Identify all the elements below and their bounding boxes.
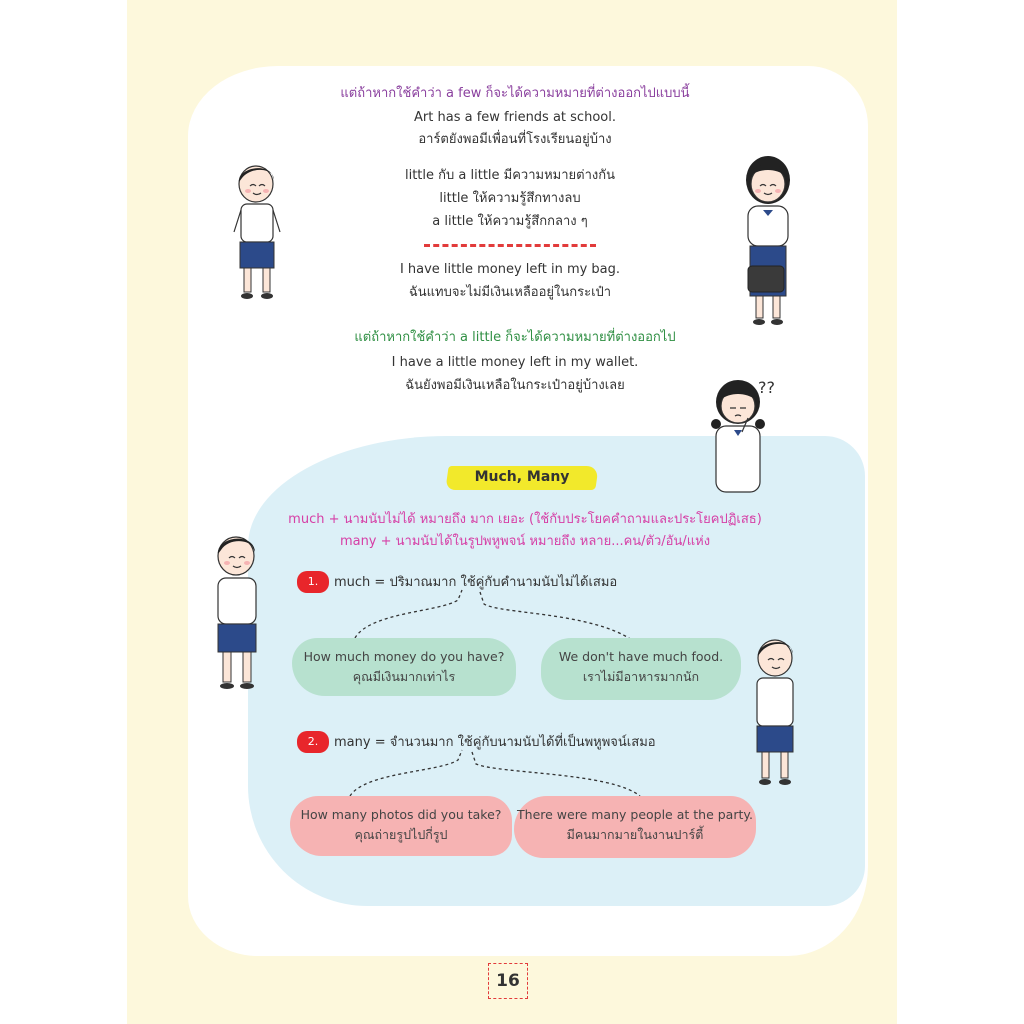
example-many-1-th: คุณถ่ายรูปไปกี่รูป [354,827,448,842]
item-many-text: many = จำนวนมาก ใช้คู่กับนามนับได้ที่เป็นพหูพจน์เสมอ [334,735,656,750]
boy-character-3 [748,634,804,789]
intro-a-few: แต่ถ้าหากใช้คำว่า a few ก็จะได้ความหมายที่ต่างออกไปแบบนี้ [340,86,690,101]
example-a-little-en: I have a little money left in my wallet. [391,355,639,370]
boy-character-2 [206,530,268,695]
question-marks: ?? [758,378,775,397]
rule-many: many + นามนับได้ในรูปพหูพจน์ หมายถึง หลาย...คน/ตัว/อัน/แห่ง [339,534,711,549]
item-badge-2: 2. [297,731,329,753]
example-many-1-en: How many photos did you take? [300,807,502,822]
rule-much: much + นามนับไม่ได้ หมายถึง มาก เยอะ (ใช้กับประโยคคำถามและประโยคปฏิเสธ) [288,512,762,527]
intro-a-little: แต่ถ้าหากใช้คำว่า a little ก็จะได้ความหมายที่ต่างออกไป [354,330,676,345]
example-much-1-en: How much money do you have? [303,649,505,664]
example-many-2-th: มีคนมากมายในงานปาร์ตี้ [566,827,704,842]
section-title: Much, Many [474,469,570,485]
example-much-2-en: We don't have much food. [558,649,724,664]
girl-character-with-bag [738,150,798,330]
item-badge-1: 1. [297,571,329,593]
a-little-neutral: a little ให้ความรู้สึกกลาง ๆ [432,214,588,229]
example-bubble-much-2 [541,638,741,700]
little-compare: little กับ a little มีความหมายต่างกัน [404,168,615,183]
item-much-text: much = ปริมาณมาก ใช้คู่กับคำนามนับไม่ได้เสมอ [334,575,618,590]
example-bubble-many-1 [290,796,512,856]
page-number: 16 [488,963,528,999]
boy-character-1 [228,160,288,305]
example-much-2-th: เราไม่มีอาหารมากนัก [582,669,700,684]
example-many-2-en: There were many people at the party. [517,807,753,822]
little-negative: little ให้ความรู้สึกทางลบ [439,191,581,206]
example-bubble-many-2 [514,796,756,858]
example-a-little-th: ฉันยังพอมีเงินเหลือในกระเป๋าอยู่บ้างเลย [405,378,625,393]
example-little-th: ฉันแทบจะไม่มีเงินเหลืออยู่ในกระเป๋า [408,285,612,300]
example-little-en: I have little money left in my bag. [399,262,621,277]
example-bubble-much-1 [292,638,516,696]
example-much-1-th: คุณมีเงินมากเท่าไร [352,669,456,684]
example-a-few-th: อาร์ตยังพอมีเพื่อนที่โรงเรียนอยู่บ้าง [418,132,612,147]
example-a-few-en: Art has a few friends at school. [414,110,616,125]
